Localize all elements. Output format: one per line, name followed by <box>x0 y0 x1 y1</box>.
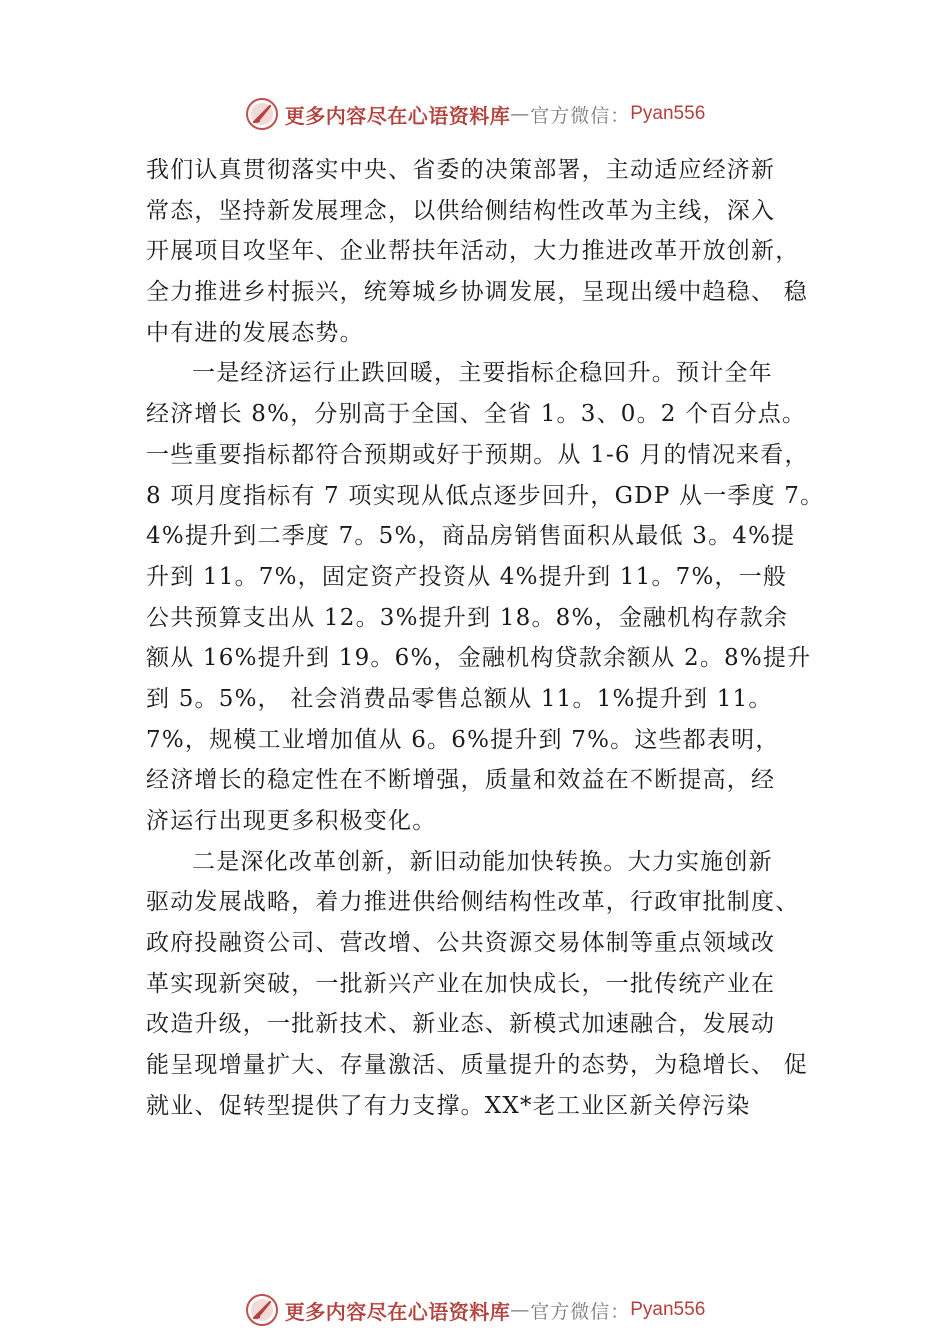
text-line: 驱动发展战略，着力推进供给侧结构性改革，行政审批制度、 <box>146 889 800 916</box>
text-line: 常态，坚持新发展理念，以供给侧结构性改革为主线，深入 <box>146 197 776 224</box>
text-line: 7%，规模工业增加值从 6。6%提升到 7%。这些都表明， <box>146 726 780 753</box>
wechat-id: Pyan556 <box>630 1299 706 1320</box>
header-banner <box>0 94 950 134</box>
wechat-id: Pyan556 <box>630 103 706 124</box>
text-line: 公共预算支出从 12。3%提升到 18。8%，金融机构存款余 <box>146 604 789 631</box>
text-line: 政府投融资公司、营改增、公共资源交易体制等重点领域改 <box>146 930 776 957</box>
text-line: 一些重要指标都符合预期或好于预期。从 1-6 月的情况来看， <box>146 441 809 468</box>
text-line: 8 项月度指标有 7 项实现从低点逐步回升，GDP 从一季度 7。 <box>146 482 825 509</box>
text-line: 升到 11。7%，固定资产投资从 4%提升到 11。7%，一般 <box>146 563 788 590</box>
text-line: 4%提升到二季度 7。5%，商品房销售面积从最低 3。4%提 <box>146 523 796 550</box>
banner-dash: — <box>510 103 531 125</box>
text-line: 改造升级，一批新技术、新业态、新模式加速融合，发展动 <box>146 1011 776 1038</box>
text-line: 能呈现增量扩大、存量激活、质量提升的态势，为稳增长、 促 <box>146 1052 808 1079</box>
banner-dash: — <box>510 1299 531 1321</box>
banner-text: 更多内容尽在心语资料库 <box>284 103 511 128</box>
footer-banner <box>0 1290 950 1330</box>
text-line: 就业、促转型提供了有力支撑。XX*老工业区新关停污染 <box>146 1092 751 1119</box>
text-line: 我们认真贯彻落实中央、省委的决策部署，主动适应经济新 <box>146 157 776 183</box>
wechat-label: 官方微信： <box>530 1300 631 1323</box>
text-line: 开展项目攻坚年、企业帮扶年活动，大力推进改革开放创新， <box>146 238 800 265</box>
text-line: 到 5。5%， 社会消费品零售总额从 11。1%提升到 11。 <box>146 685 773 712</box>
document-body <box>146 150 826 1127</box>
text-line: 经济增长 8%，分别高于全国、全省 1。3、0。2 个百分点。 <box>146 401 807 428</box>
text-line: 额从 16%提升到 19。6%，金融机构贷款余额从 2。8%提升 <box>146 645 812 672</box>
text-line: 中有进的发展态势。 <box>146 319 364 346</box>
text-line: 济运行出现更多积极变化。 <box>146 808 437 834</box>
text-line: 全力推进乡村振兴，统筹城乡协调发展，呈现出缓中趋稳、 稳 <box>146 279 808 306</box>
quill-seal-logo-icon <box>245 1293 279 1327</box>
wechat-label: 官方微信： <box>530 104 631 127</box>
text-line: 革实现新突破，一批新兴产业在加快成长，一批传统产业在 <box>146 970 776 997</box>
text-line: 经济增长的稳定性在不断增强，质量和效益在不断提高，经 <box>146 767 776 794</box>
text-line: 一是经济运行止跌回暖，主要指标企稳回升。预计全年 <box>192 360 773 387</box>
text-line: 二是深化改革创新，新旧动能加快转换。大力实施创新 <box>192 848 773 875</box>
banner-text: 更多内容尽在心语资料库 <box>284 1299 511 1324</box>
quill-seal-logo-icon <box>245 97 279 131</box>
